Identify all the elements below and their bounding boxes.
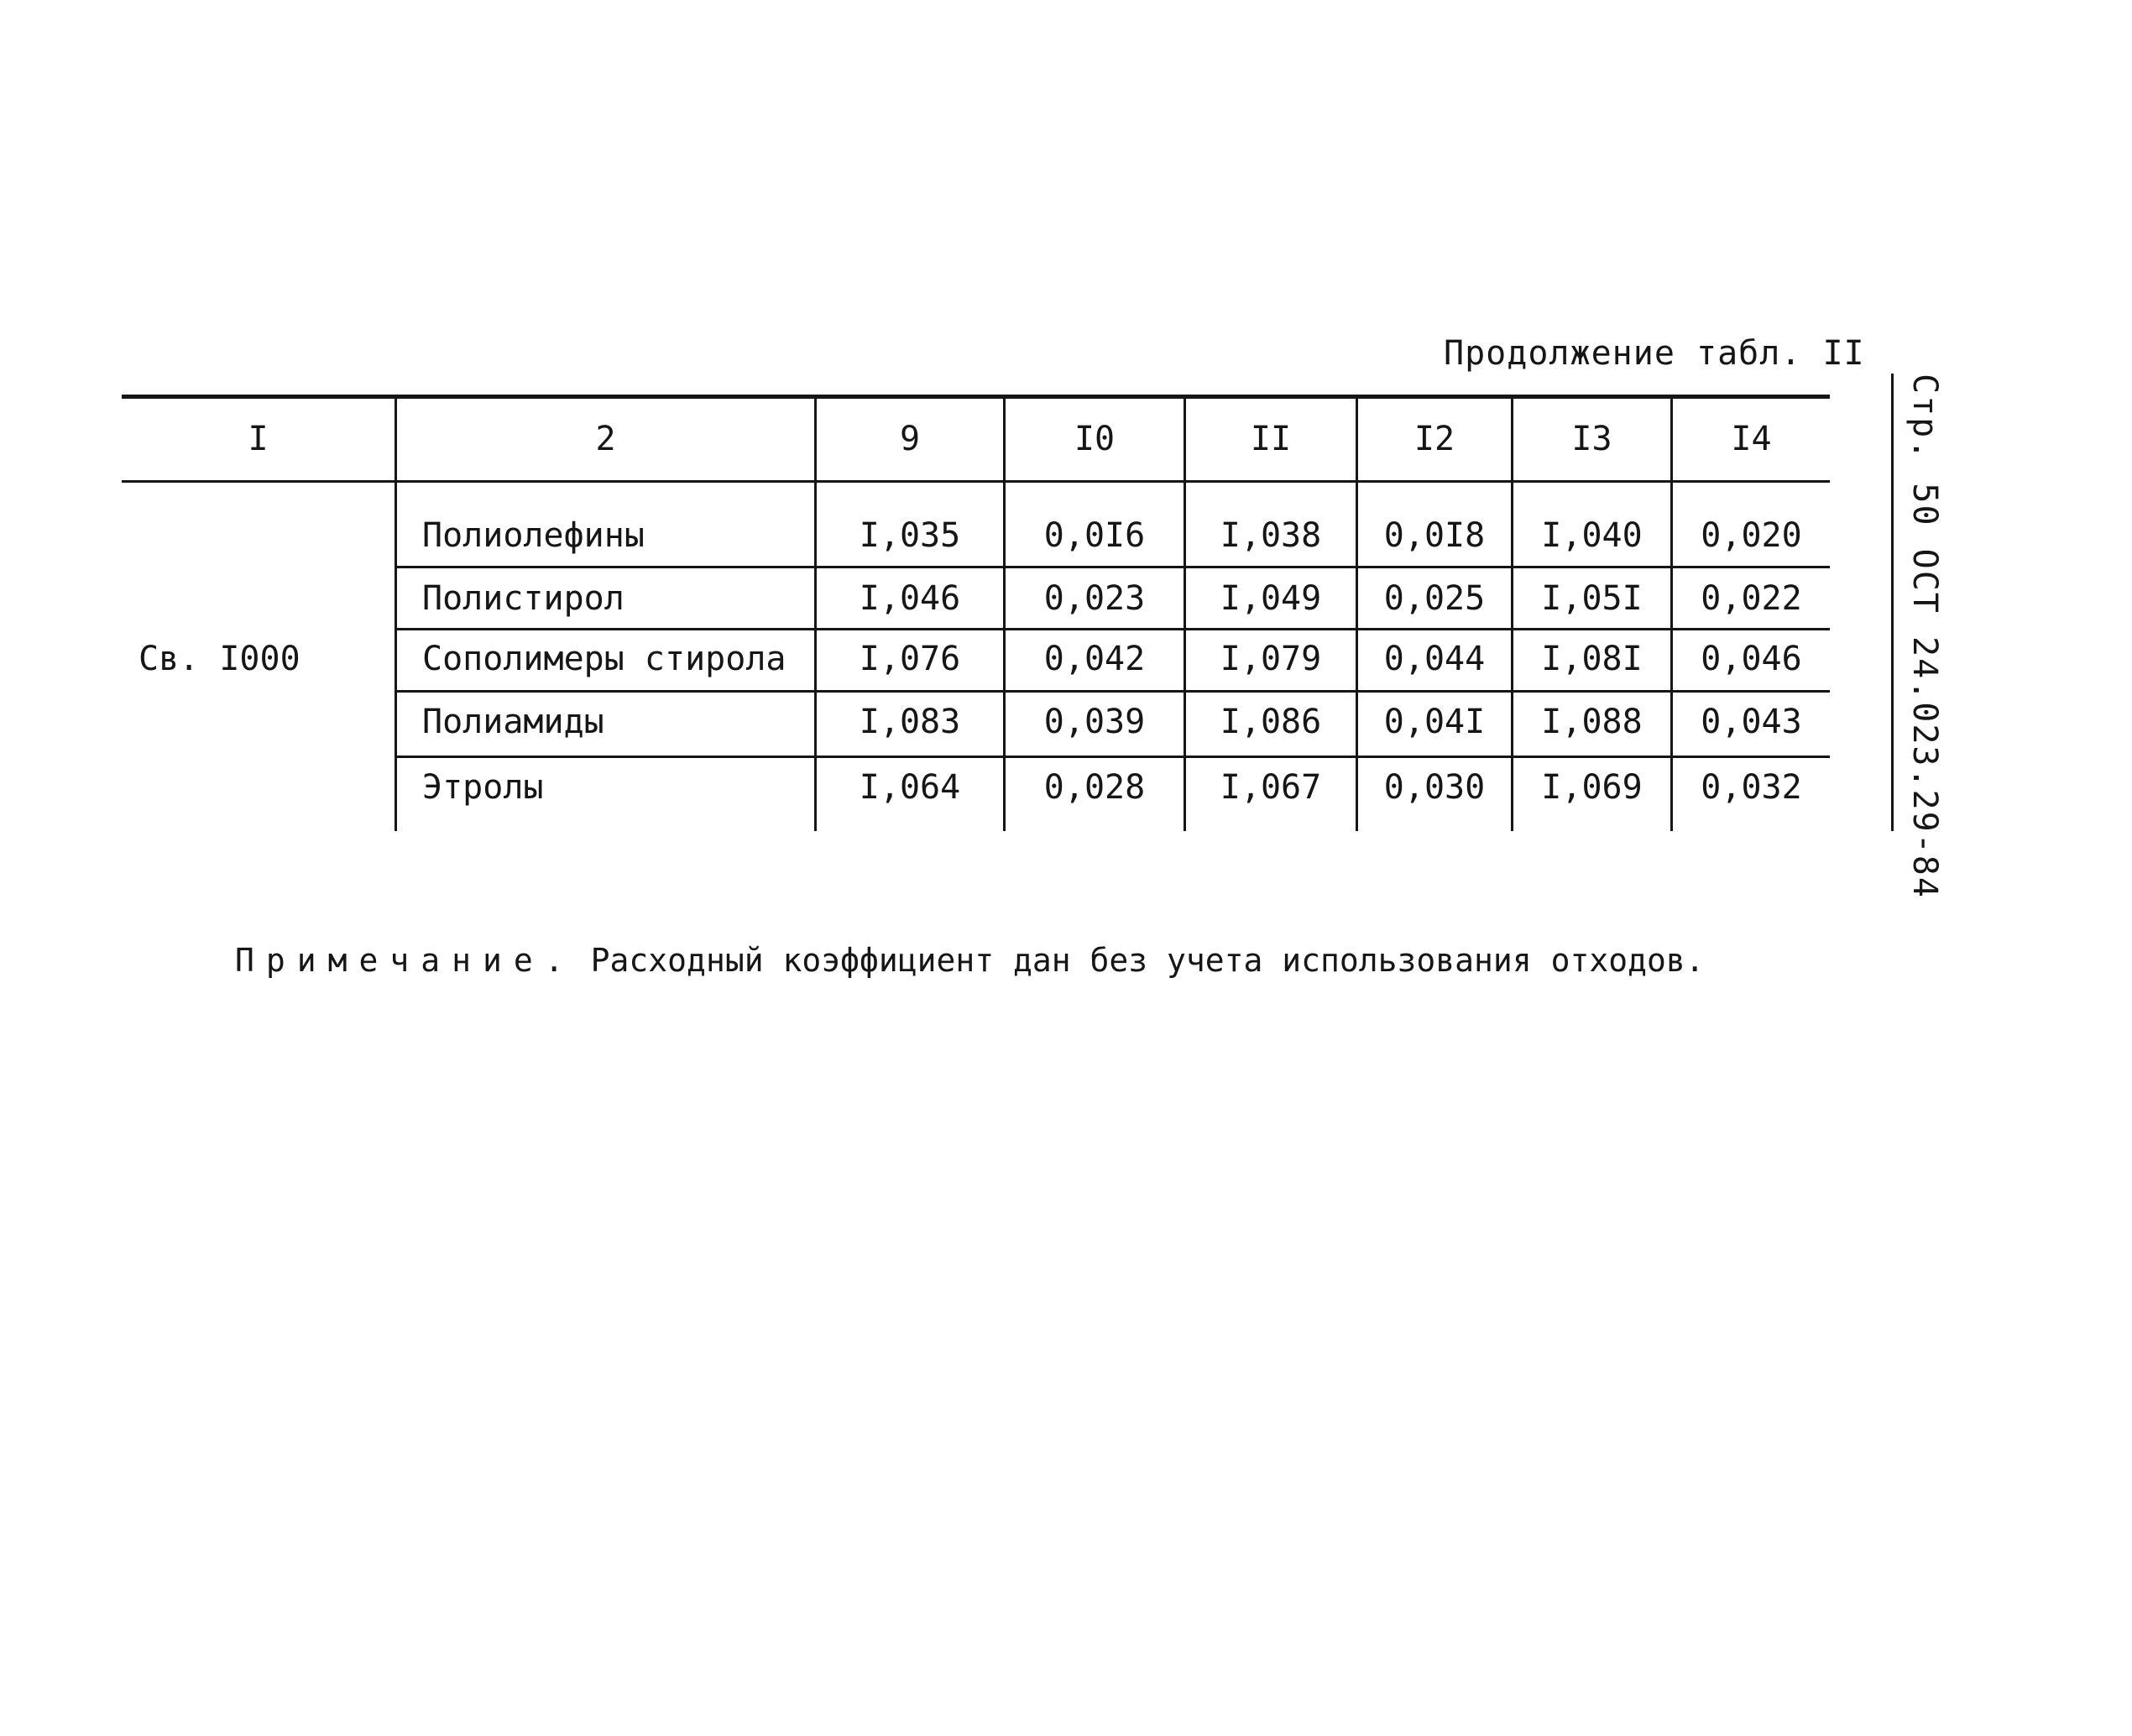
column-header: I3 xyxy=(1571,420,1612,458)
header-bottom-rule xyxy=(122,480,1830,483)
material-name: Полиолефины xyxy=(422,516,645,555)
material-name: Сополимеры стирола xyxy=(422,640,786,678)
table-continuation-caption: Продолжение табл. II xyxy=(1444,334,1865,373)
table-cell: I,064 xyxy=(859,768,961,807)
column-header: 9 xyxy=(899,420,921,458)
column-header: I xyxy=(248,420,269,458)
column-header: I0 xyxy=(1074,420,1116,458)
table-cell: 0,0I8 xyxy=(1383,516,1486,555)
table-cell: 0,020 xyxy=(1701,516,1802,555)
table-cell: 0,032 xyxy=(1701,768,1802,807)
table-cell: I,05I xyxy=(1541,579,1643,618)
material-name: Полиамиды xyxy=(422,703,604,741)
table-cell: I,049 xyxy=(1220,579,1322,618)
table-cell: 0,022 xyxy=(1701,579,1802,618)
row-rule xyxy=(395,628,1830,630)
table-cell: 0,028 xyxy=(1043,768,1146,807)
table-cell: 0,030 xyxy=(1383,768,1486,807)
table-cell: 0,025 xyxy=(1383,579,1486,618)
column-header: I4 xyxy=(1731,420,1772,458)
row-rule xyxy=(395,566,1830,568)
table-cell: I,069 xyxy=(1541,768,1643,807)
temperature-group-label: Св. I000 xyxy=(138,640,300,678)
table-cell: 0,046 xyxy=(1701,640,1802,678)
table-cell: 0,039 xyxy=(1043,703,1146,741)
footnote xyxy=(235,942,1705,979)
material-name: Этролы xyxy=(422,768,544,807)
table-cell: 0,043 xyxy=(1701,703,1802,741)
table-cell: 0,04I xyxy=(1383,703,1486,741)
table-cell: I,086 xyxy=(1220,703,1322,741)
table-cell: 0,042 xyxy=(1043,640,1146,678)
table-top-rule xyxy=(122,395,1830,399)
coefficients-table xyxy=(122,395,1830,831)
table-cell: I,040 xyxy=(1541,516,1643,555)
table-cell: I,083 xyxy=(859,703,961,741)
table-cell: I,035 xyxy=(859,516,961,555)
material-name: Полистирол xyxy=(422,579,624,618)
table-cell: 0,044 xyxy=(1383,640,1486,678)
footnote-prefix: Примечание. xyxy=(235,942,576,979)
page-number-standard-label: Стр. 50 ОСТ 24.023.29-84 xyxy=(1905,374,1944,899)
table-cell: 0,023 xyxy=(1043,579,1146,618)
table-cell: 0,0I6 xyxy=(1043,516,1146,555)
table-cell: I,088 xyxy=(1541,703,1643,741)
row-rule xyxy=(395,690,1830,693)
table-cell: I,079 xyxy=(1220,640,1322,678)
column-header: II xyxy=(1250,420,1292,458)
table-cell: I,067 xyxy=(1220,768,1322,807)
table-cell: I,08I xyxy=(1541,640,1643,678)
table-cell: I,046 xyxy=(859,579,961,618)
table-cell: I,076 xyxy=(859,640,961,678)
table-cell: I,038 xyxy=(1220,516,1322,555)
column-header: 2 xyxy=(595,420,616,458)
footnote-text: Расходный коэффициент дан без учета использования отходов. xyxy=(590,942,1705,979)
column-header: I2 xyxy=(1413,420,1455,458)
column-rule xyxy=(395,395,397,831)
row-rule xyxy=(395,756,1830,758)
side-label-rule xyxy=(1891,374,1894,831)
